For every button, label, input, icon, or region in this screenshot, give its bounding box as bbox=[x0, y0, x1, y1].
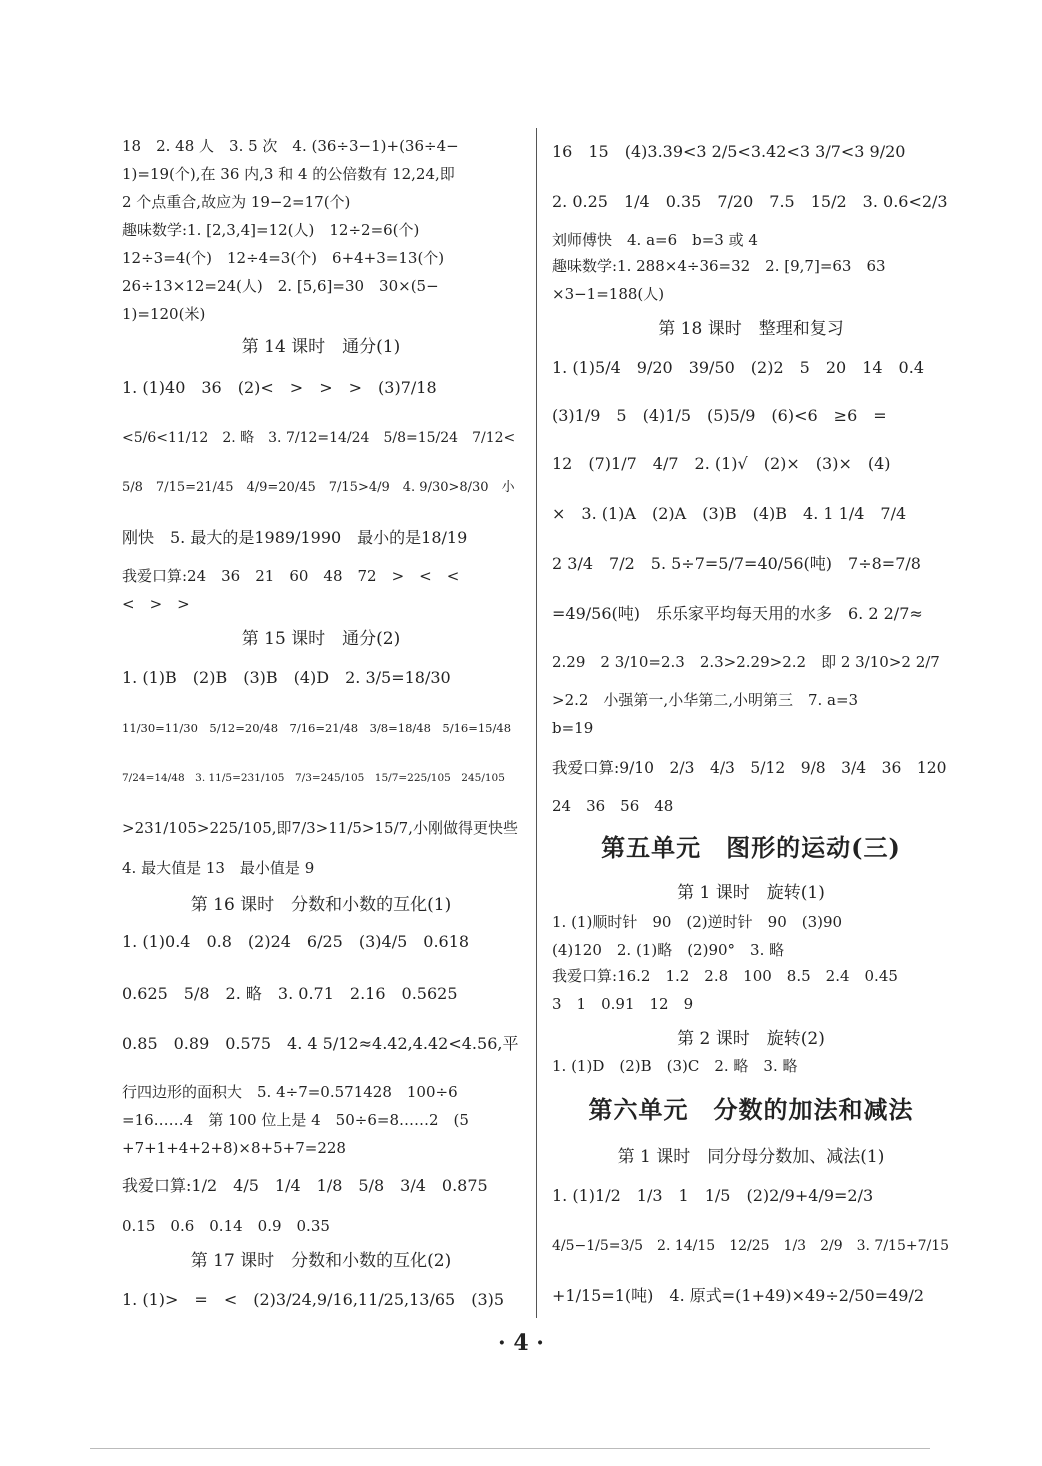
answer-line: 12 (7)1/7 4/7 2. (1)√ (2)× (3)× (4) bbox=[552, 454, 891, 473]
answer-line: 12÷3=4(个) 12÷4=3(个) 6+4+3=13(个) bbox=[122, 249, 445, 267]
answer-line: 刘师傅快 4. a=6 b=3 或 4 bbox=[552, 231, 758, 249]
oral-calc-line: 0.15 0.6 0.14 0.9 0.35 bbox=[122, 1217, 330, 1235]
oral-calc-line: 24 36 56 48 bbox=[552, 797, 674, 815]
unit-5-lesson-2-heading: 第 2 课时 旋转(2) bbox=[677, 1029, 825, 1049]
answer-line: 18 2. 48 人 3. 5 次 4. (36÷3−1)+(36÷4− bbox=[122, 137, 459, 155]
answer-line: 7/24=14/48 3. 11/5=231/105 7/3=245/105 15/7=225/105 245/105 bbox=[122, 772, 505, 784]
answer-line: 26÷13×12=24(人) 2. [5,6]=30 30×(5− bbox=[122, 277, 439, 295]
answer-line: 16 15 (4)3.39<3 2/5<3.42<3 3/7<3 9/20 bbox=[552, 142, 906, 161]
unit-5-lesson-1-heading: 第 1 课时 旋转(1) bbox=[677, 883, 825, 903]
answer-line: × 3. (1)A (2)A (3)B (4)B 4. 1 1/4 7/4 bbox=[552, 504, 907, 523]
answer-line: 2.29 2 3/10=2.3 2.3>2.29>2.2 即 2 3/10>2 2/7 bbox=[552, 653, 940, 671]
answer-line: 11/30=11/30 5/12=20/48 7/16=21/48 3/8=18/48 5/16=15/48 bbox=[122, 721, 512, 735]
answer-line: 1. (1)1/2 1/3 1 1/5 (2)2/9+4/9=2/3 bbox=[552, 1186, 874, 1205]
answer-line: 刚快 5. 最大的是1989/1990 最小的是18/19 bbox=[122, 528, 468, 547]
oral-calc-line: < > > bbox=[122, 595, 190, 613]
answer-line: 1. (1)D (2)B (3)C 2. 略 3. 略 bbox=[552, 1057, 798, 1075]
oral-calc-line: 我爱口算:1/2 4/5 1/4 1/8 5/8 3/4 0.875 bbox=[122, 1176, 488, 1195]
answer-line: 1. (1)顺时针 90 (2)逆时针 90 (3)90 bbox=[552, 913, 843, 931]
lesson-15-heading: 第 15 课时 通分(2) bbox=[241, 629, 401, 649]
unit-6-lesson-1-heading: 第 1 课时 同分母分数加、减法(1) bbox=[617, 1147, 885, 1167]
answer-line: <5/6<11/12 2. 略 3. 7/12=14/24 5/8=15/24 7/12< bbox=[122, 430, 516, 446]
answer-line: 1. (1)5/4 9/20 39/50 (2)2 5 20 14 0.4 bbox=[552, 358, 924, 377]
answer-line: ×3−1=188(人) bbox=[552, 285, 665, 303]
answer-line: 趣味数学:1. 288×4÷36=32 2. [9,7]=63 63 bbox=[552, 257, 886, 275]
answer-line: 2 个点重合,故应为 19−2=17(个) bbox=[122, 193, 351, 211]
answer-line: 5/8 7/15=21/45 4/9=20/45 7/15>4/9 4. 9/30>8/30 小 bbox=[122, 480, 515, 495]
answer-line: >231/105>225/105,即7/3>11/5>15/7,小刚做得更快些 bbox=[122, 819, 518, 837]
answer-line: 4/5−1/5=3/5 2. 14/15 12/25 1/3 2/9 3. 7/15+7/15 bbox=[552, 1238, 950, 1254]
oral-calc-line: 我爱口算:9/10 2/3 4/3 5/12 9/8 3/4 36 120 bbox=[552, 759, 947, 777]
oral-calc-line: 3 1 0.91 12 9 bbox=[552, 995, 694, 1013]
answer-line: 1)=120(米) bbox=[122, 305, 206, 323]
answer-line: 1. (1)40 36 (2)< > > > (3)7/18 bbox=[122, 378, 437, 397]
answer-line: 1. (1)> = < (2)3/24,9/16,11/25,13/65 (3)5 bbox=[122, 1290, 505, 1309]
oral-calc-line: 我爱口算:16.2 1.2 2.8 100 8.5 2.4 0.45 bbox=[552, 967, 898, 985]
answer-line: (3)1/9 5 (4)1/5 (5)5/9 (6)<6 ≥6 = bbox=[552, 406, 887, 425]
answer-line: +1/15=1(吨) 4. 原式=(1+49)×49÷2/50=49/2 bbox=[552, 1286, 925, 1305]
answer-line: 0.85 0.89 0.575 4. 4 5/12≈4.42,4.42<4.56,平 bbox=[122, 1034, 519, 1053]
answer-line: +7+1+4+2+8)×8+5+7=228 bbox=[122, 1139, 346, 1157]
answer-line: =16……4 第 100 位上是 4 50÷6=8……2 (5 bbox=[122, 1111, 469, 1129]
lesson-16-heading: 第 16 课时 分数和小数的互化(1) bbox=[190, 895, 452, 915]
answer-line: 1. (1)B (2)B (3)B (4)D 2. 3/5=18/30 bbox=[122, 668, 451, 687]
answer-line: (4)120 2. (1)略 (2)90° 3. 略 bbox=[552, 941, 785, 959]
page-number: · 4 · bbox=[498, 1330, 544, 1356]
answer-line: 行四边形的面积大 5. 4÷7=0.571428 100÷6 bbox=[122, 1083, 458, 1101]
answer-line: >2.2 小强第一,小华第二,小明第三 7. a=3 bbox=[552, 691, 859, 709]
lesson-17-heading: 第 17 课时 分数和小数的互化(2) bbox=[190, 1251, 452, 1271]
oral-calc-line: 我爱口算:24 36 21 60 48 72 > < < bbox=[122, 567, 460, 585]
answer-line: b=19 bbox=[552, 719, 594, 737]
footer-rule bbox=[90, 1448, 930, 1449]
answer-line: 趣味数学:1. [2,3,4]=12(人) 12÷2=6(个) bbox=[122, 221, 420, 239]
answer-line: 0.625 5/8 2. 略 3. 0.71 2.16 0.5625 bbox=[122, 984, 458, 1003]
lesson-18-heading: 第 18 课时 整理和复习 bbox=[658, 319, 844, 339]
answer-line: 1)=19(个),在 36 内,3 和 4 的公倍数有 12,24,即 bbox=[122, 165, 455, 183]
answer-line: 2. 0.25 1/4 0.35 7/20 7.5 15/2 3. 0.6<2/3 bbox=[552, 192, 948, 211]
answer-line: 4. 最大值是 13 最小值是 9 bbox=[122, 859, 315, 877]
column-divider bbox=[536, 128, 537, 1318]
unit-5-title: 第五单元 图形的运动(三) bbox=[601, 833, 901, 862]
unit-6-title: 第六单元 分数的加法和减法 bbox=[588, 1095, 914, 1124]
answer-line: 1. (1)0.4 0.8 (2)24 6/25 (3)4/5 0.618 bbox=[122, 932, 470, 951]
answer-line: 2 3/4 7/2 5. 5÷7=5/7=40/56(吨) 7÷8=7/8 bbox=[552, 554, 921, 573]
lesson-14-heading: 第 14 课时 通分(1) bbox=[241, 337, 401, 357]
answer-line: =49/56(吨) 乐乐家平均每天用的水多 6. 2 2/7≈ bbox=[552, 604, 923, 623]
